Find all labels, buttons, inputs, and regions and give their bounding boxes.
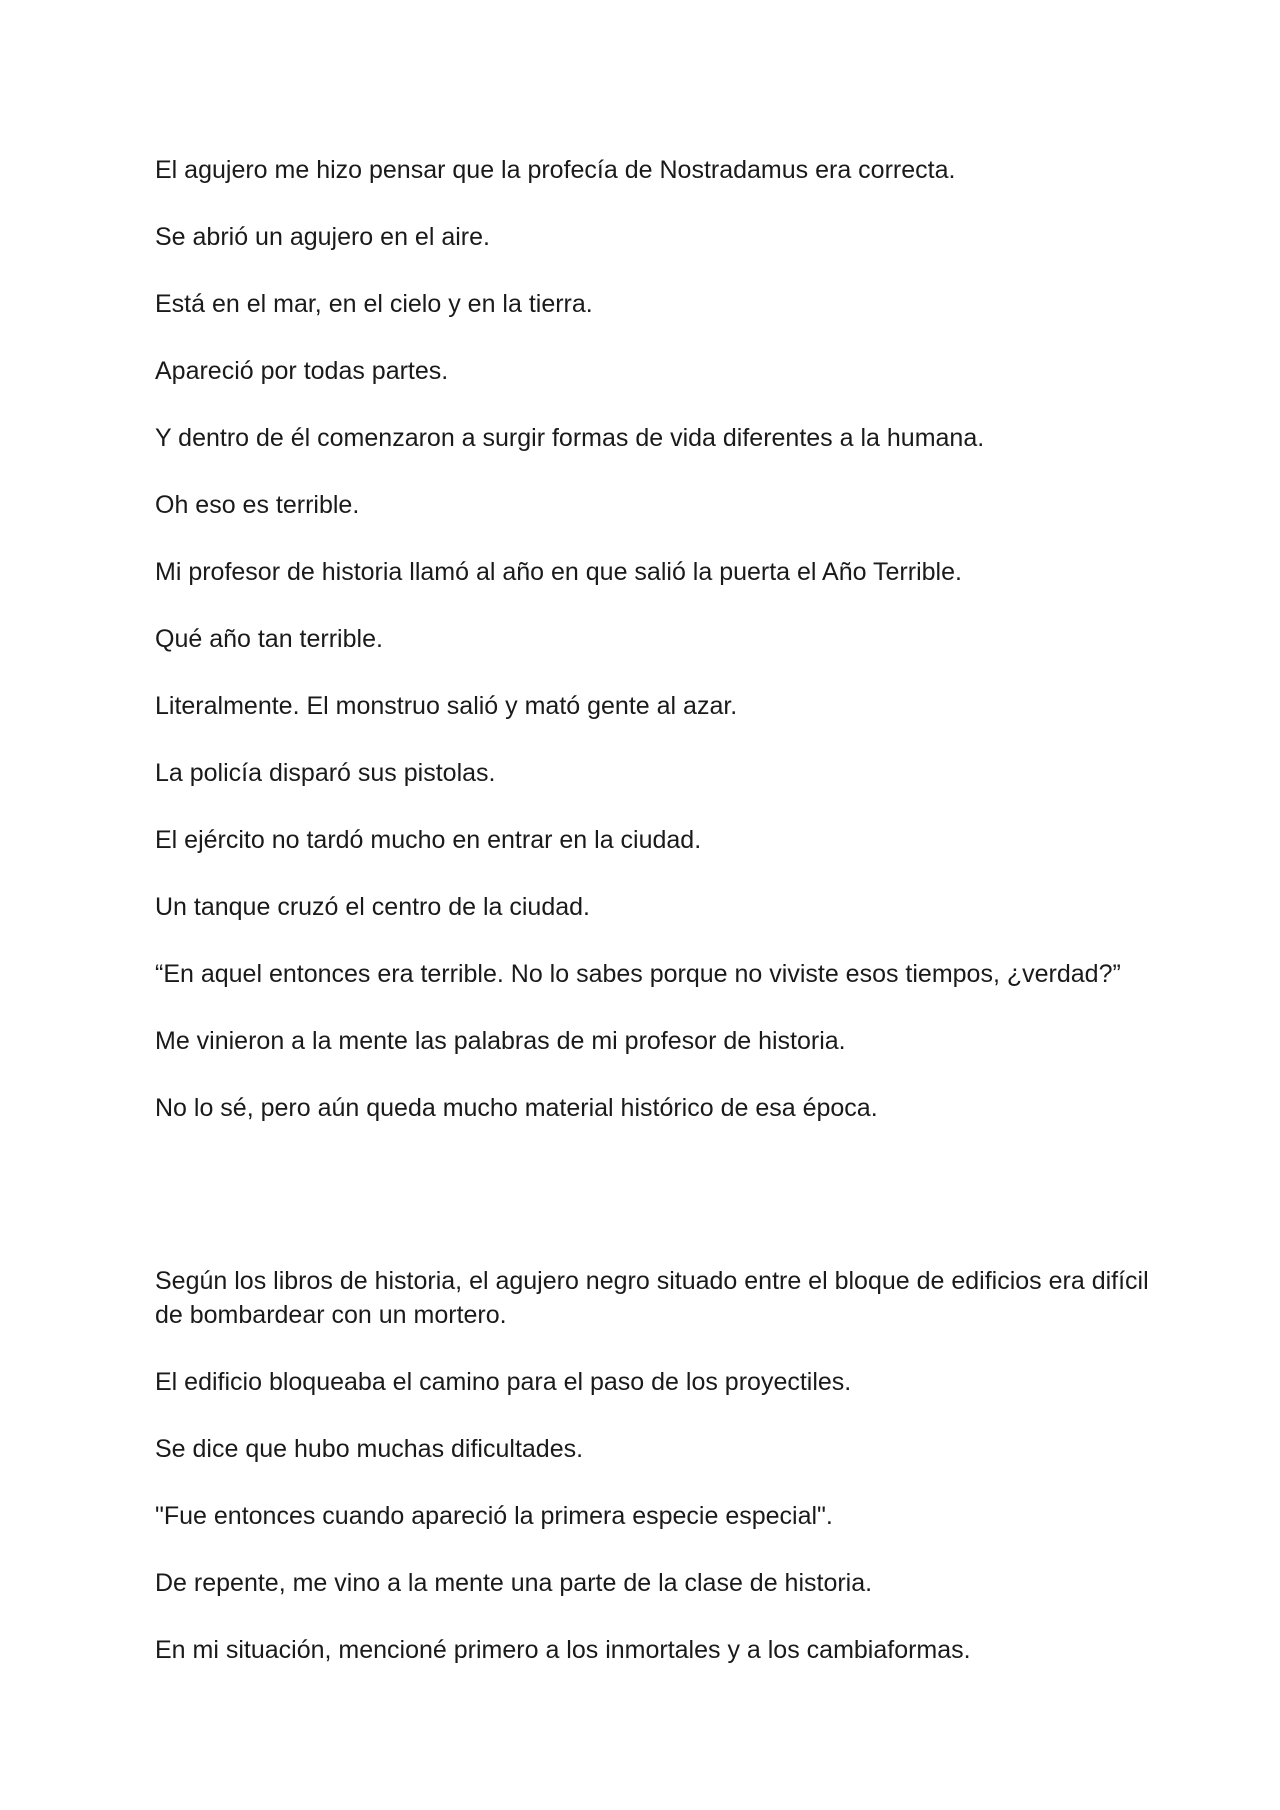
paragraph: Y dentro de él comenzaron a surgir formas de vida diferentes a la humana. <box>155 424 985 452</box>
paragraph: Está en el mar, en el cielo y en la tierra. <box>155 290 593 318</box>
paragraph: Se abrió un agujero en el aire. <box>155 223 490 251</box>
paragraph: En mi situación, mencioné primero a los inmortales y a los cambiaformas. <box>155 1636 971 1664</box>
paragraph: El ejército no tardó mucho en entrar en la ciudad. <box>155 826 702 854</box>
paragraph: Qué año tan terrible. <box>155 625 383 653</box>
text-section-1 <box>155 153 1155 1158</box>
paragraph: De repente, me vino a la mente una parte de la clase de historia. <box>155 1569 873 1597</box>
paragraph: Según los libros de historia, el agujero negro situado entre el bloque de edificios era difícil de bombardear con un mortero. <box>155 1267 1149 1329</box>
text-section-2 <box>155 1264 1155 1700</box>
paragraph: Un tanque cruzó el centro de la ciudad. <box>155 893 590 921</box>
paragraph: Apareció por todas partes. <box>155 357 449 385</box>
paragraph: "Fue entonces cuando apareció la primera especie especial". <box>155 1502 833 1530</box>
paragraph: El agujero me hizo pensar que la profecía de Nostradamus era correcta. <box>155 156 956 184</box>
paragraph: Se dice que hubo muchas dificultades. <box>155 1435 584 1463</box>
paragraph: Literalmente. El monstruo salió y mató gente al azar. <box>155 692 738 720</box>
paragraph: La policía disparó sus pistolas. <box>155 759 496 787</box>
paragraph: El edificio bloqueaba el camino para el paso de los proyectiles. <box>155 1368 852 1396</box>
paragraph: Oh eso es terrible. <box>155 491 360 519</box>
paragraph: No lo sé, pero aún queda mucho material histórico de esa época. <box>155 1094 878 1122</box>
paragraph: “En aquel entonces era terrible. No lo sabes porque no viviste esos tiempos, ¿verdad?” <box>155 960 1121 988</box>
paragraph: Me vinieron a la mente las palabras de mi profesor de historia. <box>155 1027 846 1055</box>
paragraph: Mi profesor de historia llamó al año en que salió la puerta el Año Terrible. <box>155 558 962 586</box>
